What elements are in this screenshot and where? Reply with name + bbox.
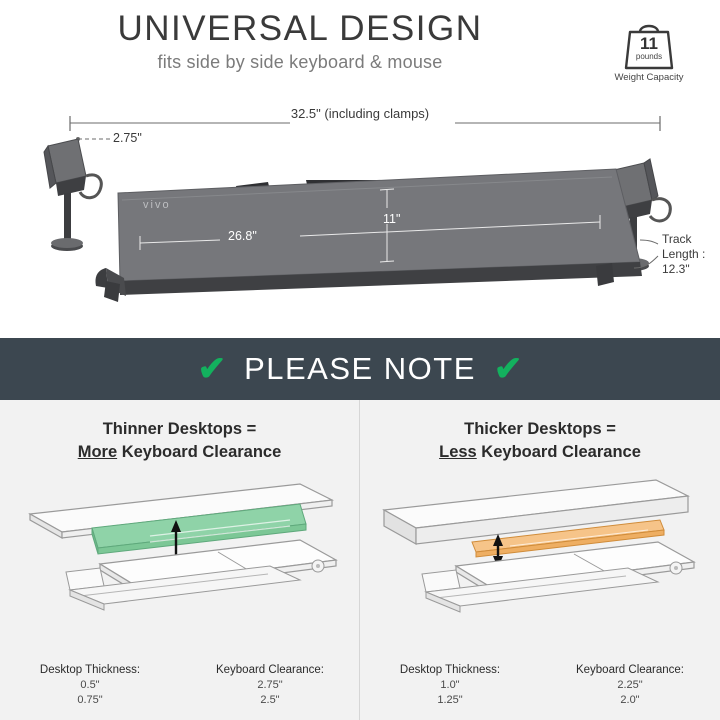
spec-value-2: 1.25" <box>437 694 463 706</box>
spec-value-1: 1.0" <box>440 679 460 691</box>
spec-value-2: 2.0" <box>620 694 640 706</box>
panel-thicker-desktops <box>360 400 720 720</box>
please-note-banner <box>0 338 720 400</box>
spec-head: Keyboard Clearance: <box>215 664 325 676</box>
spec-desktop-thickness-thicker <box>360 663 540 708</box>
panel-title-line1: Thicker Desktops = <box>464 420 616 438</box>
spec-head: Desktop Thickness: <box>399 664 501 676</box>
panel-title-line1: Thinner Desktops = <box>102 420 257 438</box>
panel-title-line2 <box>360 441 720 464</box>
spec-desktop-thickness-thinner <box>0 663 180 708</box>
panel-title-thicker <box>360 418 720 464</box>
top-product-diagram-section <box>0 0 720 338</box>
spec-keyboard-clearance-thicker <box>540 663 720 708</box>
weight-value: 11 <box>640 34 658 53</box>
svg-text:vivo: vivo <box>143 199 171 211</box>
please-note-text: PLEASE NOTE <box>244 351 476 386</box>
track-length-line3: 12.3" <box>662 262 690 276</box>
weight-unit: pounds <box>635 52 663 61</box>
check-right-icon: ✔ <box>493 350 523 388</box>
track-length-line2: Length : <box>662 247 706 261</box>
panel-thinner-desktops <box>0 400 360 720</box>
overall-width-label: 32.5" (including clamps) <box>290 106 430 121</box>
thinner-desktop-illustration <box>0 462 360 632</box>
spec-value-2: 2.5" <box>260 694 280 706</box>
track-length-label <box>662 232 705 277</box>
tray-depth-label: 11" <box>383 212 401 226</box>
page-subtitle: fits side by side keyboard & mouse <box>157 52 443 72</box>
page-title: UNIVERSAL DESIGN <box>117 9 483 48</box>
check-left-icon: ✔ <box>197 350 227 388</box>
panel-title-rest: Keyboard Clearance <box>117 443 282 461</box>
comparison-section <box>0 400 720 720</box>
tray-width-label: 26.8" <box>228 229 257 243</box>
spec-value-1: 0.5" <box>80 679 100 691</box>
thicker-desktop-illustration <box>360 462 720 632</box>
panel-title-thinner <box>0 418 359 464</box>
keyboard-tray-illustration <box>0 0 720 338</box>
specs-thicker <box>360 663 720 708</box>
spec-value-1: 2.75" <box>257 679 283 691</box>
panel-title-rest: Keyboard Clearance <box>476 443 641 461</box>
spec-value-2: 0.75" <box>77 694 103 706</box>
clamp-dimension-label: 2.75" <box>113 131 142 145</box>
spec-keyboard-clearance-thinner <box>180 663 360 708</box>
panel-title-underlined: Less <box>439 443 477 461</box>
track-length-line1: Track <box>662 232 692 246</box>
spec-head: Keyboard Clearance: <box>575 664 685 676</box>
panel-title-line2 <box>0 441 359 464</box>
weight-caption: Weight Capacity <box>614 72 684 83</box>
spec-value-1: 2.25" <box>617 679 643 691</box>
specs-thinner <box>0 663 360 708</box>
panel-title-underlined: More <box>77 443 118 461</box>
spec-head: Desktop Thickness: <box>39 664 141 676</box>
